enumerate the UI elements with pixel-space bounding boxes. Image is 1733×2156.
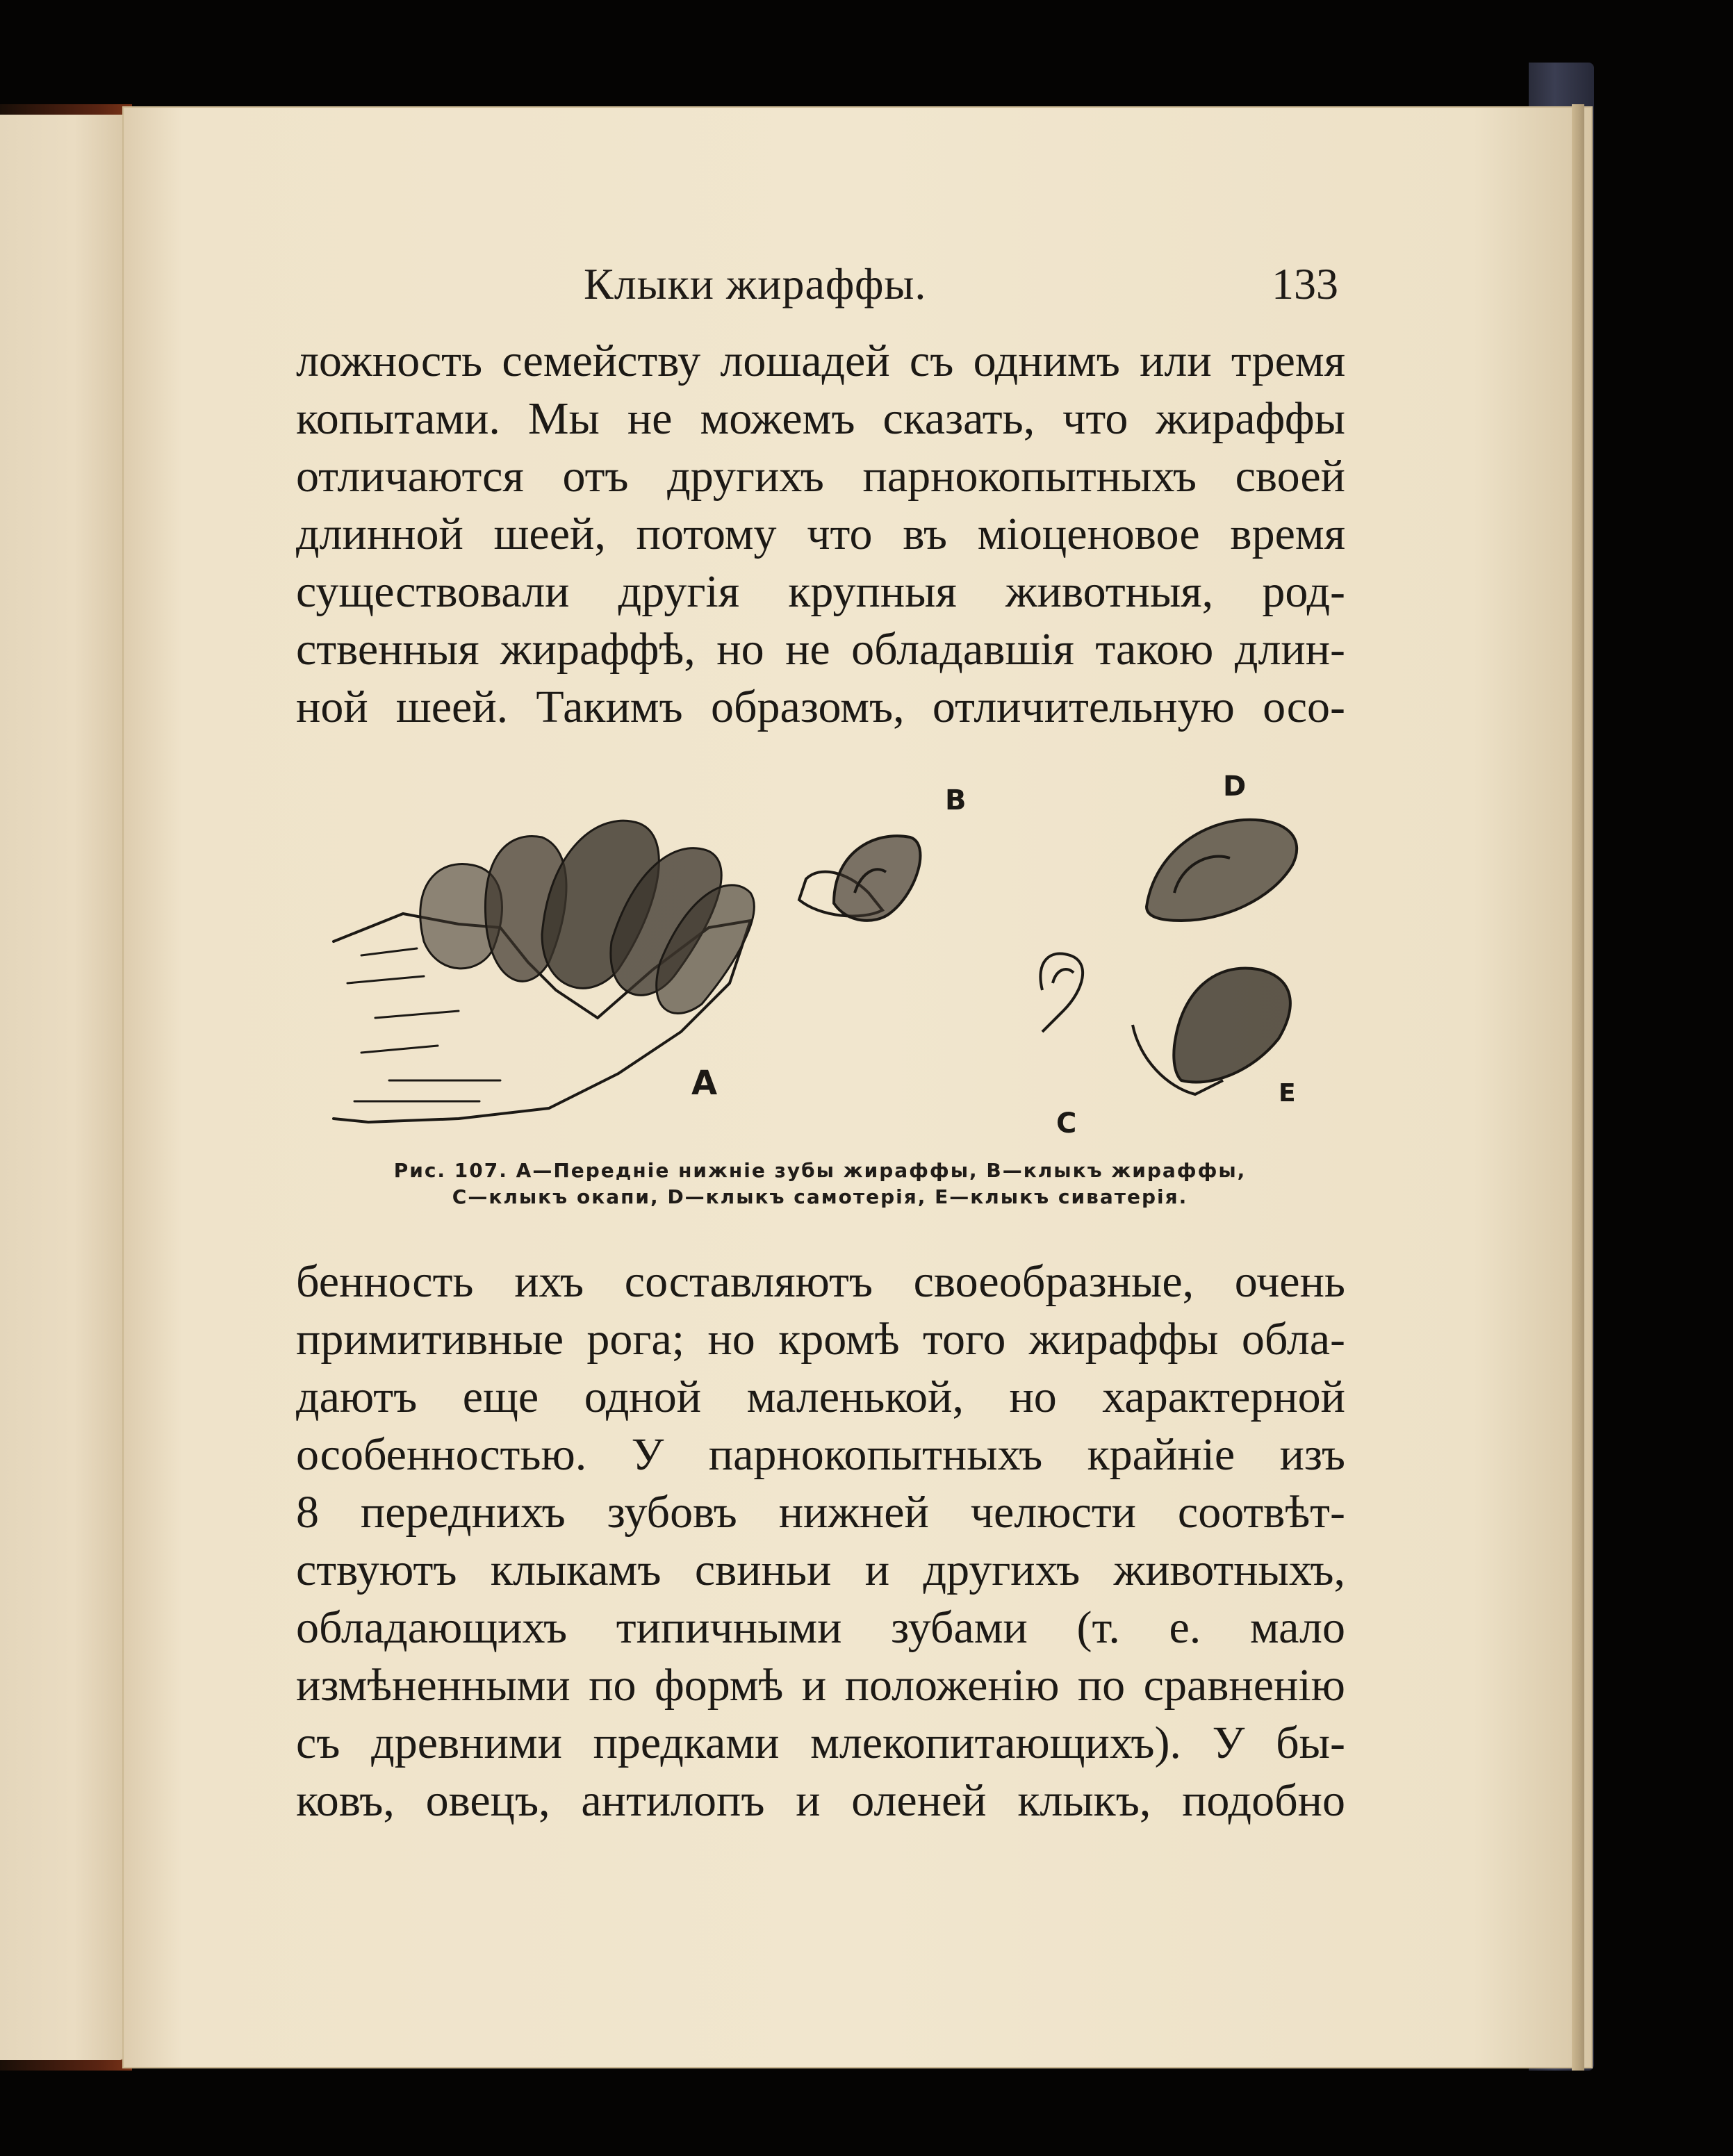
body-line: ложность семейству лошадей съ однимъ или тремя [296, 336, 1345, 386]
figure-label-c: C [1056, 1108, 1077, 1139]
body-line: ковъ, овецъ, антилопъ и оленей клыкъ, подобно [296, 1775, 1345, 1826]
body-line: ствуютъ клыкамъ свиньи и другихъ животныхъ, [296, 1545, 1345, 1595]
body-line: особенностью. У парнокопытныхъ крайнiе изъ [296, 1429, 1345, 1480]
body-line: примитивные рога; но кромѣ того жираффы обла- [296, 1314, 1345, 1365]
figure-caption-line1: Рис. 107. A—Переднiе нижнiе зубы жираффы, B—клыкъ жираффы, [393, 1159, 1247, 1182]
running-title: Клыки жираффы. [584, 259, 927, 308]
figure-caption-line2: C—клыкъ окапи, D—клыкъ самотерiя, E—клыкъ сиватерiя. [452, 1185, 1188, 1208]
body-line: измѣненными по формѣ и положенiю по сравненiю [296, 1660, 1345, 1711]
body-line: 8 переднихъ зубовъ нижней челюсти соотвѣт- [296, 1487, 1345, 1538]
figure-label-b: B [945, 784, 967, 816]
figure-label-a: A [691, 1064, 718, 1103]
figure-e-sivatherium-canine [1133, 968, 1290, 1094]
figure-d-samotherium-canine [1147, 820, 1297, 921]
body-line: съ древними предками млекопитающихъ). У бы- [296, 1718, 1345, 1768]
body-line: ственныя жираффѣ, но не обладавшія такою длин- [296, 624, 1345, 675]
body-line: ной шеей. Такимъ образомъ, отличительную осо- [296, 682, 1345, 732]
body-line: отличаются отъ другихъ парнокопытныхъ своей [296, 451, 1345, 502]
figure-teeth-illustration [320, 754, 1320, 1143]
figure-label-e: E [1279, 1079, 1296, 1108]
figure-c-okapi-canine [1040, 953, 1083, 1032]
page-number: 133 [1272, 259, 1338, 308]
figure-label-d: D [1223, 771, 1247, 803]
body-line: бенность ихъ составляютъ своеобразные, очень [296, 1256, 1345, 1307]
body-line: копытами. Мы не можемъ сказать, что жираффы [296, 393, 1345, 444]
page-edge-shadow [1572, 104, 1584, 2071]
body-line: обладающихъ типичными зубами (т. е. мало [296, 1602, 1345, 1653]
body-line: длинной шеей, потому что въ міоценовое время [296, 509, 1345, 559]
body-line: существовали другія крупныя животныя, род- [296, 566, 1345, 617]
body-line: даютъ еще одной маленькой, но характерной [296, 1372, 1345, 1422]
previous-page-edge [0, 115, 124, 2060]
figure-b-giraffe-canine [799, 836, 920, 921]
